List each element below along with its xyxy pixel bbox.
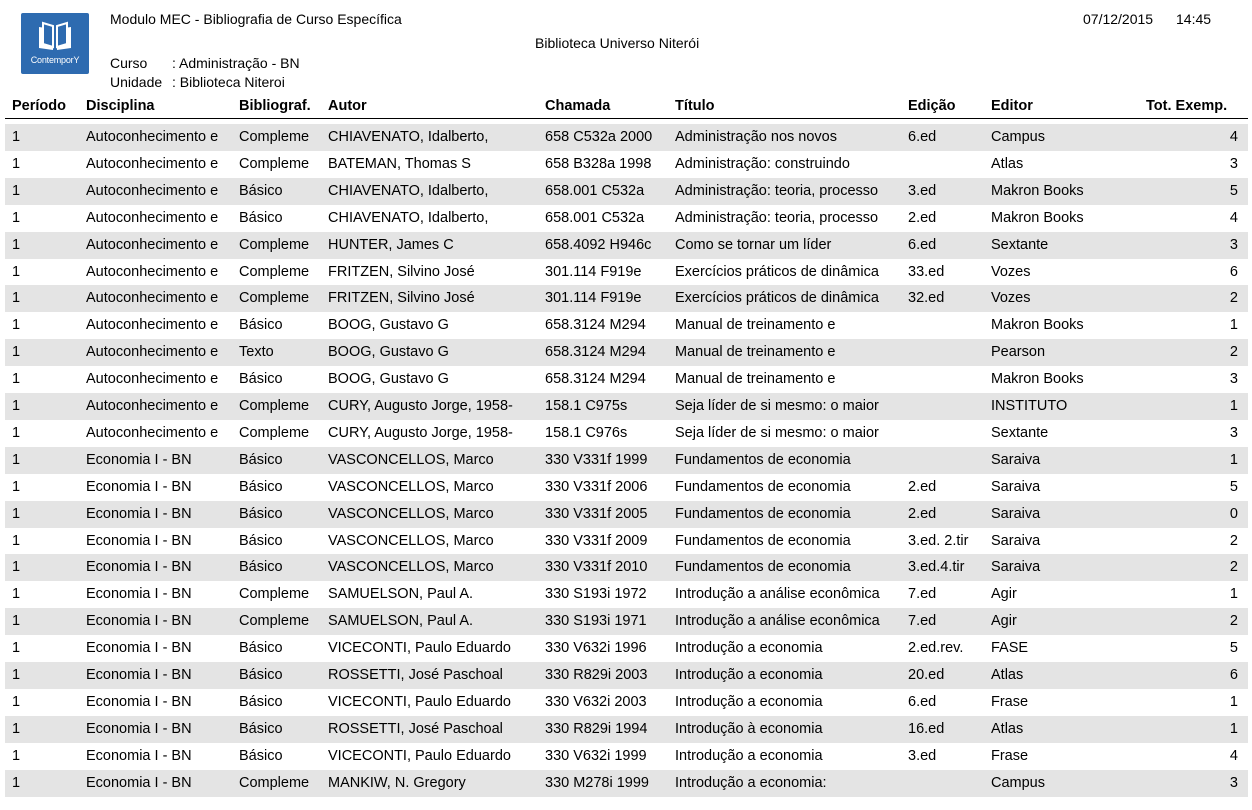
table-row: [5, 662, 1248, 689]
contemporary-logo: [21, 13, 89, 74]
cell-disciplina: Economia I - BN: [86, 478, 192, 495]
cell-tot-exemp: 4: [1229, 209, 1238, 226]
table-row: [5, 205, 1248, 232]
cell-tot-exemp: 4: [1229, 129, 1238, 145]
cell-chamada: 158.1 C975s: [545, 398, 628, 414]
cell-periodo: 1: [12, 559, 21, 576]
col-header-titulo: Título: [675, 98, 715, 114]
cell-bibliograf: Compleme: [239, 263, 310, 280]
cell-titulo: Fundamentos de economia: [675, 478, 851, 495]
cell-autor: VASCONCELLOS, Marco: [328, 505, 494, 522]
cell-periodo: 1: [12, 236, 21, 253]
cell-editor: Saraiva: [991, 451, 1041, 468]
cell-chamada: 301.114 F919e: [545, 263, 642, 280]
cell-disciplina: Economia I - BN: [86, 559, 192, 576]
cell-disciplina: Autoconhecimento e: [86, 129, 219, 145]
cell-bibliograf: Compleme: [239, 290, 310, 307]
cell-titulo: Administração nos novos: [675, 129, 837, 145]
cell-chamada: 301.114 F919e: [545, 290, 642, 307]
cell-disciplina: Economia I - BN: [86, 747, 192, 764]
cell-tot-exemp: 1: [1229, 398, 1238, 414]
cell-autor: CHIAVENATO, Idalberto,: [328, 209, 489, 226]
cell-bibliograf: Básico: [239, 451, 283, 468]
table-row: [5, 716, 1248, 743]
cell-editor: INSTITUTO: [991, 398, 1068, 414]
cell-tot-exemp: 3: [1229, 155, 1238, 172]
cell-titulo: Introdução a economia: [675, 667, 823, 683]
cell-chamada: 330 M278i 1999: [545, 774, 649, 791]
cell-titulo: Introdução a análise econômica: [675, 613, 880, 630]
cell-tot-exemp: 3: [1229, 424, 1238, 441]
cell-chamada: 330 R829i 1994: [545, 720, 648, 737]
cell-chamada: 330 V331f 1999: [545, 451, 648, 468]
cell-tot-exemp: 2: [1229, 344, 1238, 361]
col-header-periodo: Período: [12, 98, 66, 114]
cell-bibliograf: Básico: [239, 667, 283, 683]
cell-edicao: 20.ed: [908, 667, 945, 683]
cell-periodo: 1: [12, 640, 21, 657]
cell-editor: Saraiva: [991, 505, 1041, 522]
report-time: 14:45: [1176, 11, 1212, 27]
table-row: [5, 581, 1248, 608]
cell-chamada: 658.001 C532a: [545, 182, 645, 199]
cell-chamada: 330 V632i 1999: [545, 747, 647, 764]
cell-bibliograf: Básico: [239, 720, 283, 737]
table-row: [5, 259, 1248, 286]
cell-disciplina: Autoconhecimento e: [86, 398, 219, 414]
cell-chamada: 330 V632i 1996: [545, 640, 647, 657]
table-row: [5, 528, 1248, 555]
cell-titulo: Fundamentos de economia: [675, 505, 851, 522]
cell-editor: FASE: [991, 640, 1029, 657]
cell-bibliograf: Compleme: [239, 236, 310, 253]
cell-autor: VICECONTI, Paulo Eduardo: [328, 747, 511, 764]
cell-periodo: 1: [12, 263, 21, 280]
report-title: Modulo MEC - Bibliografia de Curso Específica: [110, 11, 402, 27]
col-header-edicao: Edição: [908, 98, 956, 114]
table-row: [5, 312, 1248, 339]
table-row: [5, 178, 1248, 205]
cell-disciplina: Autoconhecimento e: [86, 155, 219, 172]
cell-periodo: 1: [12, 209, 21, 226]
cell-tot-exemp: 4: [1229, 747, 1238, 764]
cell-bibliograf: Compleme: [239, 424, 310, 441]
table-row: [5, 635, 1248, 662]
cell-titulo: Administração: construindo: [675, 155, 850, 172]
cell-tot-exemp: 5: [1229, 182, 1238, 199]
cell-chamada: 658.3124 M294: [545, 344, 646, 361]
cell-chamada: 330 V331f 2010: [545, 559, 648, 576]
open-book-icon: [37, 21, 73, 51]
cell-tot-exemp: 5: [1229, 640, 1238, 657]
cell-autor: CURY, Augusto Jorge, 1958-: [328, 398, 513, 414]
cell-autor: SAMUELSON, Paul A.: [328, 613, 474, 630]
cell-periodo: 1: [12, 317, 21, 334]
cell-tot-exemp: 5: [1229, 478, 1238, 495]
cell-disciplina: Economia I - BN: [86, 586, 192, 603]
cell-autor: HUNTER, James C: [328, 236, 454, 253]
cell-autor: VICECONTI, Paulo Eduardo: [328, 640, 511, 657]
cell-bibliograf: Básico: [239, 693, 283, 710]
cell-periodo: 1: [12, 290, 21, 307]
cell-titulo: Exercícios práticos de dinâmica: [675, 290, 879, 307]
cell-chamada: 658.4092 H946c: [545, 236, 652, 253]
cell-tot-exemp: 6: [1229, 263, 1238, 280]
cell-tot-exemp: 2: [1229, 613, 1238, 630]
cell-tot-exemp: 2: [1229, 532, 1238, 549]
cell-bibliograf: Básico: [239, 532, 283, 549]
cell-periodo: 1: [12, 398, 21, 414]
cell-edicao: 7.ed: [908, 586, 937, 603]
cell-edicao: 2.ed: [908, 209, 937, 226]
cell-tot-exemp: 1: [1229, 693, 1238, 710]
cell-edicao: 33.ed: [908, 263, 945, 280]
cell-edicao: 2.ed.rev.: [908, 640, 964, 657]
cell-edicao: 6.ed: [908, 693, 937, 710]
table-row: [5, 608, 1248, 635]
cell-tot-exemp: 3: [1229, 371, 1238, 388]
cell-edicao: 7.ed: [908, 613, 937, 630]
cell-autor: CURY, Augusto Jorge, 1958-: [328, 424, 513, 441]
table-row: [5, 474, 1248, 501]
cell-periodo: 1: [12, 720, 21, 737]
cell-edicao: 3.ed: [908, 747, 937, 764]
table-row: [5, 743, 1248, 770]
cell-bibliograf: Compleme: [239, 586, 310, 603]
cell-chamada: 158.1 C976s: [545, 424, 628, 441]
cell-chamada: 330 V632i 2003: [545, 693, 647, 710]
cell-editor: Saraiva: [991, 559, 1041, 576]
cell-bibliograf: Compleme: [239, 613, 310, 630]
cell-editor: Makron Books: [991, 317, 1084, 334]
cell-bibliograf: Básico: [239, 559, 283, 576]
cell-disciplina: Economia I - BN: [86, 693, 192, 710]
cell-periodo: 1: [12, 424, 21, 441]
cell-editor: Agir: [991, 613, 1017, 630]
cell-titulo: Manual de treinamento e: [675, 317, 836, 334]
cell-editor: Makron Books: [991, 182, 1084, 199]
cell-bibliograf: Compleme: [239, 774, 310, 791]
cell-periodo: 1: [12, 505, 21, 522]
curso-value: : Administração - BN: [172, 55, 300, 71]
cell-periodo: 1: [12, 478, 21, 495]
cell-chamada: 330 S193i 1971: [545, 613, 647, 630]
cell-autor: ROSSETTI, José Paschoal: [328, 667, 503, 683]
cell-autor: ROSSETTI, José Paschoal: [328, 720, 503, 737]
table-row: [5, 770, 1248, 797]
cell-bibliograf: Texto: [239, 344, 274, 361]
cell-autor: CHIAVENATO, Idalberto,: [328, 182, 489, 199]
cell-disciplina: Autoconhecimento e: [86, 317, 219, 334]
cell-titulo: Administração: teoria, processo: [675, 209, 879, 226]
cell-titulo: Manual de treinamento e: [675, 344, 836, 361]
cell-editor: Makron Books: [991, 209, 1084, 226]
cell-bibliograf: Compleme: [239, 129, 310, 145]
report-date: 07/12/2015: [1083, 11, 1154, 27]
cell-tot-exemp: 2: [1229, 290, 1238, 307]
table-row: [5, 689, 1248, 716]
cell-titulo: Fundamentos de economia: [675, 532, 851, 549]
cell-bibliograf: Compleme: [239, 398, 310, 414]
col-header-autor: Autor: [328, 98, 367, 114]
cell-tot-exemp: 1: [1229, 586, 1238, 603]
cell-bibliograf: Básico: [239, 317, 283, 334]
cell-disciplina: Autoconhecimento e: [86, 209, 219, 226]
cell-edicao: 2.ed: [908, 478, 937, 495]
cell-editor: Vozes: [991, 263, 1031, 280]
table-row: [5, 393, 1248, 420]
cell-chamada: 658.3124 M294: [545, 317, 646, 334]
cell-editor: Pearson: [991, 344, 1046, 361]
cell-periodo: 1: [12, 613, 21, 630]
cell-disciplina: Autoconhecimento e: [86, 424, 219, 441]
cell-tot-exemp: 3: [1229, 236, 1238, 253]
cell-editor: Saraiva: [991, 532, 1041, 549]
cell-editor: Sextante: [991, 236, 1049, 253]
cell-bibliograf: Básico: [239, 182, 283, 199]
cell-periodo: 1: [12, 693, 21, 710]
cell-edicao: 6.ed: [908, 129, 937, 145]
cell-editor: Agir: [991, 586, 1017, 603]
cell-editor: Atlas: [991, 667, 1024, 683]
cell-titulo: Seja líder de si mesmo: o maior: [675, 398, 879, 414]
col-header-bibliograf: Bibliograf.: [239, 98, 311, 114]
cell-periodo: 1: [12, 182, 21, 199]
cell-periodo: 1: [12, 586, 21, 603]
cell-titulo: Introdução a economia: [675, 747, 823, 764]
cell-disciplina: Autoconhecimento e: [86, 290, 219, 307]
cell-autor: BOOG, Gustavo G: [328, 371, 449, 388]
cell-chamada: 330 V331f 2006: [545, 478, 648, 495]
cell-disciplina: Autoconhecimento e: [86, 263, 219, 280]
unidade-value: : Biblioteca Niteroi: [172, 74, 285, 90]
cell-autor: VASCONCELLOS, Marco: [328, 451, 494, 468]
cell-autor: VICECONTI, Paulo Eduardo: [328, 693, 511, 710]
cell-periodo: 1: [12, 747, 21, 764]
cell-bibliograf: Básico: [239, 640, 283, 657]
table-row: [5, 554, 1248, 581]
cell-bibliograf: Básico: [239, 505, 283, 522]
cell-tot-exemp: 6: [1229, 667, 1238, 683]
cell-titulo: Como se tornar um líder: [675, 236, 832, 253]
cell-disciplina: Economia I - BN: [86, 640, 192, 657]
cell-editor: Saraiva: [991, 478, 1041, 495]
cell-disciplina: Economia I - BN: [86, 720, 192, 737]
cell-tot-exemp: 3: [1229, 774, 1238, 791]
cell-chamada: 658 B328a 1998: [545, 155, 652, 172]
table-row: [5, 501, 1248, 528]
cell-editor: Atlas: [991, 155, 1024, 172]
cell-tot-exemp: 2: [1229, 559, 1238, 576]
cell-titulo: Seja líder de si mesmo: o maior: [675, 424, 879, 441]
cell-chamada: 330 S193i 1972: [545, 586, 647, 603]
cell-bibliograf: Básico: [239, 371, 283, 388]
cell-chamada: 658.3124 M294: [545, 371, 646, 388]
cell-periodo: 1: [12, 667, 21, 683]
cell-disciplina: Economia I - BN: [86, 505, 192, 522]
cell-edicao: 3.ed.4.tir: [908, 559, 965, 576]
header-divider: [5, 118, 1248, 119]
cell-disciplina: Economia I - BN: [86, 774, 192, 791]
cell-chamada: 658.001 C532a: [545, 209, 645, 226]
cell-autor: VASCONCELLOS, Marco: [328, 559, 494, 576]
cell-edicao: 2.ed: [908, 505, 937, 522]
cell-titulo: Administração: teoria, processo: [675, 182, 879, 199]
col-header-tot-exemp: Tot. Exemp.: [1146, 98, 1228, 114]
table-row: [5, 124, 1248, 151]
cell-edicao: 16.ed: [908, 720, 945, 737]
cell-editor: Frase: [991, 747, 1029, 764]
cell-titulo: Introdução a economia:: [675, 774, 827, 791]
cell-edicao: 32.ed: [908, 290, 945, 307]
cell-periodo: 1: [12, 532, 21, 549]
cell-periodo: 1: [12, 371, 21, 388]
cell-disciplina: Economia I - BN: [86, 532, 192, 549]
cell-editor: Sextante: [991, 424, 1049, 441]
table-row: [5, 420, 1248, 447]
cell-disciplina: Autoconhecimento e: [86, 236, 219, 253]
curso-label: Curso: [110, 55, 148, 71]
cell-autor: FRITZEN, Silvino José: [328, 290, 475, 307]
cell-disciplina: Autoconhecimento e: [86, 371, 219, 388]
cell-disciplina: Economia I - BN: [86, 613, 192, 630]
cell-editor: Vozes: [991, 290, 1031, 307]
cell-edicao: 3.ed. 2.tir: [908, 532, 969, 549]
cell-tot-exemp: 1: [1229, 451, 1238, 468]
library-name: Biblioteca Universo Niterói: [535, 35, 700, 51]
cell-bibliograf: Básico: [239, 209, 283, 226]
cell-tot-exemp: 1: [1229, 317, 1238, 334]
table-row: [5, 232, 1248, 259]
cell-titulo: Introdução a economia: [675, 640, 823, 657]
cell-periodo: 1: [12, 451, 21, 468]
cell-editor: Campus: [991, 774, 1045, 791]
table-row: [5, 339, 1248, 366]
cell-bibliograf: Básico: [239, 747, 283, 764]
table-row: [5, 447, 1248, 474]
col-header-editor: Editor: [991, 98, 1033, 114]
cell-titulo: Fundamentos de economia: [675, 451, 851, 468]
cell-autor: VASCONCELLOS, Marco: [328, 478, 494, 495]
cell-chamada: 330 V331f 2009: [545, 532, 648, 549]
cell-editor: Atlas: [991, 720, 1024, 737]
cell-autor: BOOG, Gustavo G: [328, 317, 449, 334]
col-header-disciplina: Disciplina: [86, 98, 155, 114]
cell-titulo: Fundamentos de economia: [675, 559, 851, 576]
cell-editor: Frase: [991, 693, 1029, 710]
cell-disciplina: Economia I - BN: [86, 667, 192, 683]
table-row: [5, 151, 1248, 178]
cell-tot-exemp: 1: [1229, 720, 1238, 737]
cell-autor: BOOG, Gustavo G: [328, 344, 449, 361]
cell-periodo: 1: [12, 344, 21, 361]
table-row: [5, 366, 1248, 393]
cell-autor: MANKIW, N. Gregory: [328, 774, 466, 791]
cell-titulo: Introdução à economia: [675, 720, 823, 737]
cell-editor: Makron Books: [991, 371, 1084, 388]
cell-disciplina: Autoconhecimento e: [86, 344, 219, 361]
cell-periodo: 1: [12, 774, 21, 791]
cell-titulo: Introdução a economia: [675, 693, 823, 710]
col-header-chamada: Chamada: [545, 98, 611, 114]
cell-autor: BATEMAN, Thomas S: [328, 155, 471, 172]
cell-titulo: Manual de treinamento e: [675, 371, 836, 388]
cell-periodo: 1: [12, 129, 21, 145]
cell-autor: CHIAVENATO, Idalberto,: [328, 129, 489, 145]
cell-chamada: 330 R829i 2003: [545, 667, 648, 683]
cell-chamada: 330 V331f 2005: [545, 505, 648, 522]
cell-autor: FRITZEN, Silvino José: [328, 263, 475, 280]
cell-periodo: 1: [12, 155, 21, 172]
cell-editor: Campus: [991, 129, 1045, 145]
table-row: [5, 285, 1248, 312]
cell-tot-exemp: 0: [1229, 505, 1238, 522]
unidade-label: Unidade: [110, 74, 163, 90]
cell-disciplina: Economia I - BN: [86, 451, 192, 468]
cell-chamada: 658 C532a 2000: [545, 129, 653, 145]
cell-bibliograf: Compleme: [239, 155, 310, 172]
cell-autor: VASCONCELLOS, Marco: [328, 532, 494, 549]
cell-titulo: Exercícios práticos de dinâmica: [675, 263, 879, 280]
logo-text: ContemporY: [30, 55, 80, 65]
cell-titulo: Introdução a análise econômica: [675, 586, 880, 603]
cell-autor: SAMUELSON, Paul A.: [328, 586, 474, 603]
cell-edicao: 6.ed: [908, 236, 937, 253]
cell-edicao: 3.ed: [908, 182, 937, 199]
cell-bibliograf: Básico: [239, 478, 283, 495]
cell-disciplina: Autoconhecimento e: [86, 182, 219, 199]
